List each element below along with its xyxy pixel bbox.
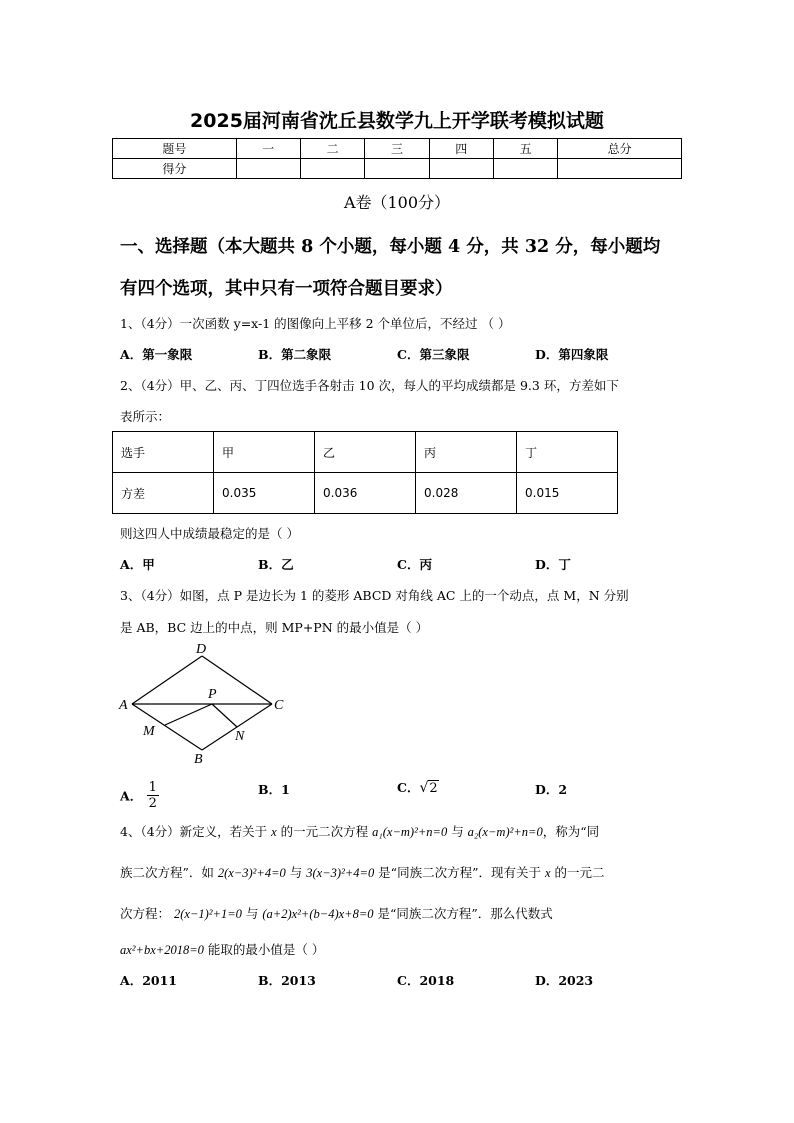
label-a: A [119, 698, 128, 713]
variance-cell: 0.028 [416, 473, 517, 514]
variance-cell: 乙 [315, 432, 416, 473]
variance-cell: 丁 [517, 432, 618, 473]
sqrt-radicand: 2 [429, 781, 438, 796]
question-1-text: 1、（4分）一次函数 y=x-1 的图像向上平移 2 个单位后，不经过 （ ） [120, 316, 511, 331]
q3-option-c-prefix: C． [397, 780, 420, 795]
score-header-cell: 三 [365, 139, 429, 159]
q2-option-a: A．甲 [120, 557, 155, 572]
score-cell [300, 159, 364, 179]
section-a-heading: A卷（100分） [343, 193, 451, 212]
q3-option-a-prefix: A． [120, 788, 143, 804]
question-2-line1: 2、（4分）甲、乙、丙、丁四位选手各射击 10 次，每人的平均成绩都是 9.3 环，方差如下 [120, 378, 619, 393]
q4-eq5: 2(x−1)²+1=0 [173, 907, 242, 921]
question-3-line2: 是 AB，BC 边上的中点，则 MP+PN 的最小值是（ ） [120, 620, 429, 635]
q4-text: ，称为“同 [542, 824, 600, 839]
q4-text: 是“同族二次方程”．现有关于 [374, 865, 545, 880]
variance-cell: 甲 [214, 432, 315, 473]
part1-heading-line2: 有四个选项，其中只有一项符合题目要求） [120, 279, 453, 299]
q4-eq4: 3(x−3)²+4=0 [306, 866, 375, 880]
q4-eq7: ax²+bx+2018=0 [120, 943, 204, 957]
score-row-label: 得分 [113, 159, 237, 179]
q4-text: 是“同族二次方程”．那么代数式 [373, 906, 553, 921]
score-header-cell: 总分 [558, 139, 682, 159]
q2-option-b: B．乙 [258, 557, 294, 572]
q4-text: 4、（4分）新定义，若关于 [120, 824, 272, 839]
question-4-line1 [120, 822, 599, 840]
segment-pn [212, 704, 237, 727]
q4-text: 族二次方程”．如 [120, 865, 218, 880]
segment-mp [165, 704, 212, 725]
score-cell [365, 159, 429, 179]
variance-cell: 丙 [416, 432, 517, 473]
question-2-after: 则这四人中成绩最稳定的是（ ） [120, 526, 299, 541]
q4-text: 与 [285, 865, 307, 880]
question-3-line1: 3、（4分）如图，点 P 是边长为 1 的菱形 ABCD 对角线 AC 上的一个动点，点 M，N 分别 [120, 588, 629, 603]
label-c: C [274, 698, 284, 713]
score-header-cell: 二 [300, 139, 364, 159]
fraction-denominator: 2 [148, 796, 157, 811]
part1-heading-line1: 一、选择题（本大题共 8 个小题，每小题 4 分，共 32 分，每小题均 [120, 237, 661, 257]
fraction-numerator: 1 [148, 780, 157, 795]
q4-option-c: C．2018 [397, 973, 455, 988]
q1-option-c: C．第三象限 [397, 347, 470, 362]
q4-text: 与 [447, 824, 468, 839]
q4-var-x: x [271, 825, 277, 839]
q4-option-a: A．2011 [120, 973, 177, 988]
q4-text: 能取的最小值是（ ） [203, 942, 325, 957]
score-header-cell: 四 [429, 139, 493, 159]
q1-option-a: A．第一象限 [120, 347, 193, 362]
q4-text: 的一元二次方程 [276, 824, 373, 839]
exam-title: 2025届河南省沈丘县数学九上开学联考模拟试题 [190, 110, 604, 132]
label-p: P [208, 687, 217, 702]
variance-table-row [113, 473, 618, 514]
q1-option-b: B．第二象限 [258, 347, 332, 362]
q4-option-d: D．2023 [535, 973, 594, 988]
score-cell [558, 159, 682, 179]
q2-option-d: D．丁 [535, 557, 571, 572]
fraction-one-half [147, 780, 159, 811]
q2-option-c: C．丙 [397, 557, 432, 572]
q4-eq3: 2(x−3)²+4=0 [217, 866, 286, 880]
variance-table [112, 431, 618, 514]
label-n: N [235, 729, 245, 744]
variance-cell: 0.036 [315, 473, 416, 514]
edge-ad [132, 656, 202, 704]
variance-cell: 方差 [113, 473, 214, 514]
q4-var-x: x [544, 866, 551, 880]
q4-text: 次方程： [120, 906, 174, 921]
q3-option-c [397, 778, 439, 796]
q3-option-a [120, 780, 159, 811]
q3-option-d: D．2 [535, 782, 568, 797]
q4-option-b: B．2013 [258, 973, 316, 988]
score-table-header-row [113, 139, 682, 159]
q1-option-d: D．第四象限 [535, 347, 609, 362]
q4-eq1: a₁(x−m)²+n=0 [372, 825, 448, 839]
question-4-line2 [120, 863, 604, 881]
q4-eq6: (a+2)x²+(b−4)x+8=0 [262, 907, 374, 921]
variance-cell: 选手 [113, 432, 214, 473]
q4-text: 与 [241, 906, 263, 921]
q4-eq2: a₂(x−m)²+n=0 [467, 825, 543, 839]
question-4-line3 [120, 904, 553, 922]
variance-table-row [113, 432, 618, 473]
question-4-line4 [120, 940, 324, 958]
score-table-score-row [113, 159, 682, 179]
question-2-line2: 表所示： [120, 409, 171, 424]
variance-cell: 0.015 [517, 473, 618, 514]
variance-cell: 0.035 [214, 473, 315, 514]
label-d: D [196, 642, 207, 657]
sqrt-sign-icon: √ [419, 780, 429, 796]
score-header-cell: 题号 [113, 139, 237, 159]
label-b: B [194, 752, 203, 767]
rhombus-figure [110, 638, 300, 768]
score-cell [429, 159, 493, 179]
score-cell [236, 159, 300, 179]
label-m: M [143, 724, 155, 739]
q4-text: 的一元二 [550, 865, 605, 880]
q3-option-b: B．1 [258, 782, 290, 797]
score-table [112, 138, 682, 179]
score-header-cell: 一 [236, 139, 300, 159]
score-header-cell: 五 [493, 139, 557, 159]
score-cell [493, 159, 557, 179]
